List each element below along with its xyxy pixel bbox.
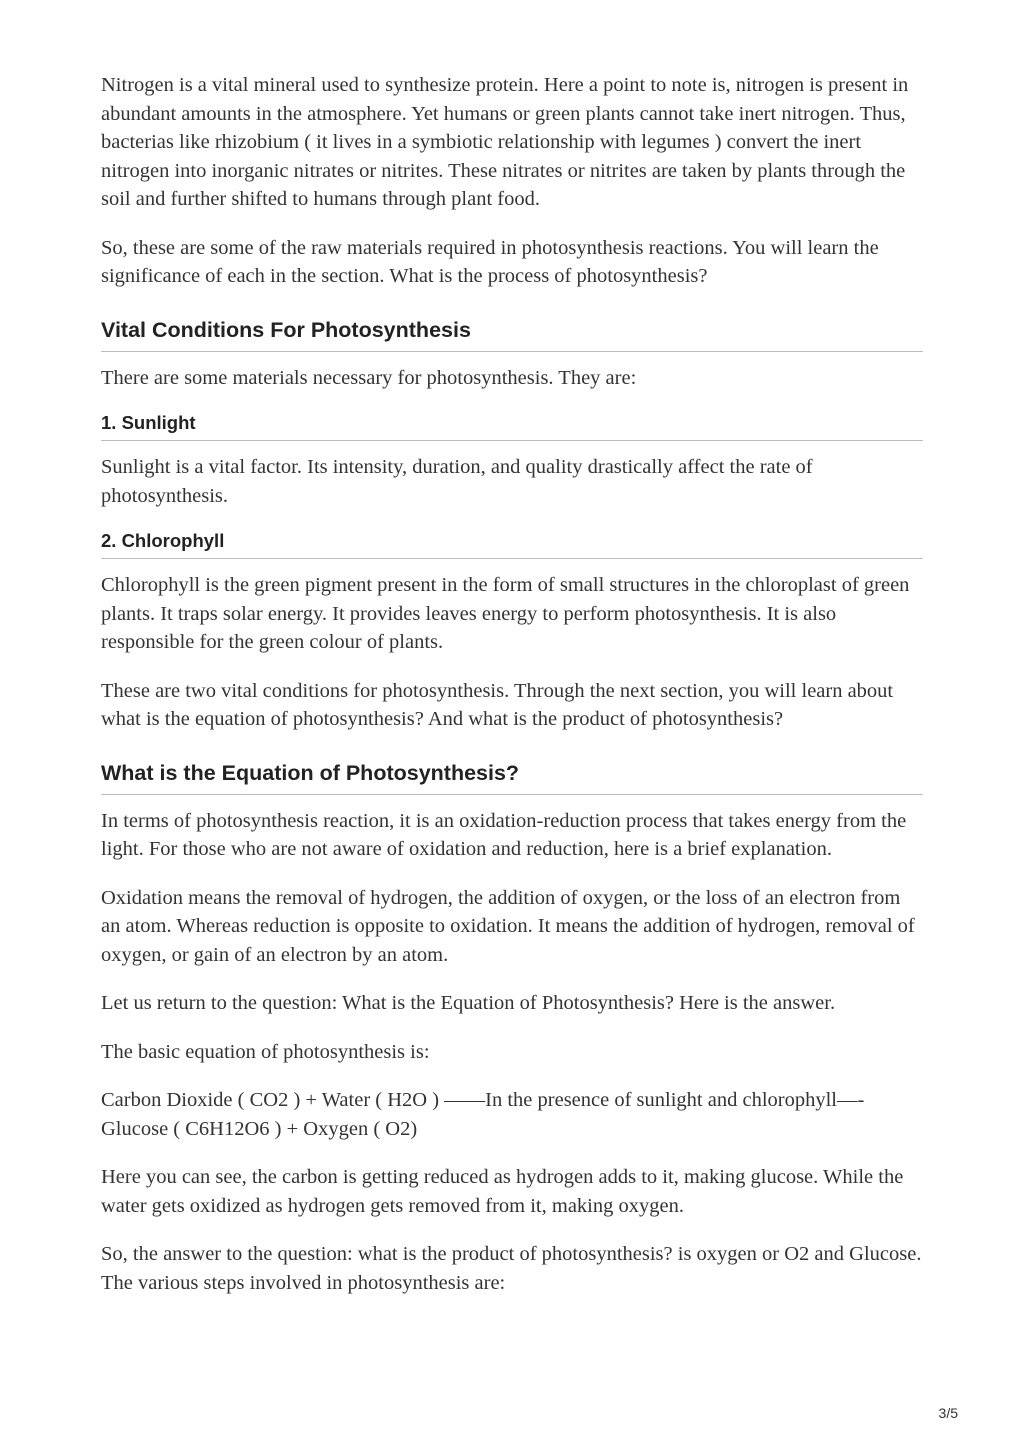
page-number: 3/5 xyxy=(938,1405,958,1421)
paragraph-oxidation-definition: Oxidation means the removal of hydrogen, the addition of oxygen, or the loss of an electron from an atom. Whereas reduction is opposite to oxidation. It means the addition of hydrogen, removal of oxygen, or gain of an electron by an atom. xyxy=(101,886,915,966)
paragraph-equation: Carbon Dioxide ( CO2 ) + Water ( H2O ) ——In the presence of sunlight and chlorophyll—- Glucose ( C6H12O6 ) + Oxygen ( O2) xyxy=(101,1089,865,1140)
heading-vital-conditions: Vital Conditions For Photosynthesis xyxy=(101,317,923,352)
heading-sunlight: 1. Sunlight xyxy=(101,412,923,441)
paragraph-product: So, the answer to the question: what is the product of photosynthesis? is oxygen or O2 and Glucose. The various steps involved in photosynthesis are: xyxy=(101,1243,922,1294)
paragraph-two-conditions: These are two vital conditions for photosynthesis. Through the next section, you will learn about what is the equation of photosynthesis? And what is the product of photosynthesis? xyxy=(101,679,894,730)
paragraph-raw-materials: So, these are some of the raw materials required in photosynthesis reactions. You will learn the significance of each in the section. What is the process of photosynthesis? xyxy=(101,236,879,287)
paragraph-materials-intro: There are some materials necessary for photosynthesis. They are: xyxy=(101,366,637,389)
paragraph-oxidation-reduction-intro: In terms of photosynthesis reaction, it is an oxidation-reduction process that takes energy from the light. For those who are not aware of oxidation and reduction, here is a brief explanation. xyxy=(101,809,907,860)
article-content xyxy=(101,71,923,1317)
paragraph-chlorophyll: Chlorophyll is the green pigment present in the form of small structures in the chloroplast of green plants. It traps solar energy. It provides leaves energy to perform photosynthesis. It is also responsible for the green colour of plants. xyxy=(101,574,910,653)
paragraph-reduction-explanation: Here you can see, the carbon is getting reduced as hydrogen adds to it, making glucose. While the water gets oxidized as hydrogen gets removed from it, making oxygen. xyxy=(101,1166,904,1217)
heading-chlorophyll: 2. Chlorophyll xyxy=(101,530,923,559)
paragraph-sunlight: Sunlight is a vital factor. Its intensity, duration, and quality drastically affect the rate of photosynthesis. xyxy=(101,456,813,507)
paragraph-nitrogen: Nitrogen is a vital mineral used to synthesize protein. Here a point to note is, nitrogen is present in abundant amounts in the atmosphere. Yet humans or green plants cannot take inert nitrogen. Thus, bacterias like rhizobium ( it lives in a symbiotic relationship with legumes ) convert the inert nitrogen into inorganic nitrates or nitrites. These nitrates or nitrites are taken by plants through the soil and further shifted to humans through plant food. xyxy=(101,74,909,210)
paragraph-return-question: Let us return to the question: What is the Equation of Photosynthesis? Here is the answer. xyxy=(101,992,836,1014)
paragraph-basic-equation-intro: The basic equation of photosynthesis is: xyxy=(101,1040,430,1063)
heading-equation: What is the Equation of Photosynthesis? xyxy=(101,760,923,795)
